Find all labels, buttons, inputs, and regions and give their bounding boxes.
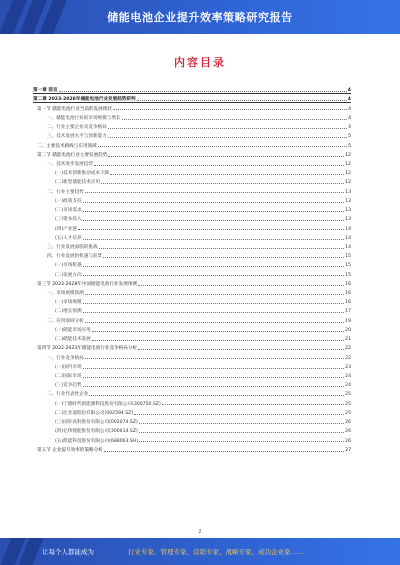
- dot-leader: [138, 285, 344, 286]
- toc-entry-label: 第二节 储能电池行业主要发展趋势: [37, 152, 108, 158]
- dot-leader: [83, 386, 345, 387]
- dot-leader: [108, 156, 344, 157]
- toc-entry[interactable]: [33, 139, 351, 148]
- dot-leader: [85, 322, 344, 323]
- toc-entry-page: 4: [347, 88, 351, 94]
- toc-entry-page: 12: [345, 180, 351, 186]
- toc-entry-page: 16: [345, 300, 351, 306]
- toc-entry-label: 二、行业代表性企业: [47, 392, 89, 398]
- dot-leader: [92, 340, 344, 341]
- toc-entry-label: 第一节 储能电池行业当前的发展现状: [37, 106, 112, 112]
- toc-entry[interactable]: [33, 102, 351, 111]
- dot-leader: [83, 266, 345, 267]
- report-title: 储能电池企业提升效率策略研究报告: [107, 11, 293, 24]
- toc-entry-page: 13: [345, 208, 351, 214]
- toc-title: 内容目录: [174, 56, 226, 69]
- toc-entry-page: 27: [345, 447, 351, 453]
- toc-entry-label: (一)市场规模: [55, 300, 82, 306]
- toc-entry-page: 4: [347, 97, 351, 103]
- toc-entry[interactable]: [33, 444, 351, 453]
- toc-entry[interactable]: [33, 324, 351, 333]
- toc-entry[interactable]: [33, 121, 351, 130]
- toc-entry-page: 13: [345, 217, 351, 223]
- toc-entry-page: 23: [345, 364, 351, 370]
- dot-leader: [99, 248, 345, 249]
- dot-leader: [85, 192, 344, 193]
- toc-entry[interactable]: [33, 185, 351, 194]
- dot-leader: [101, 183, 344, 184]
- toc-entry-page: 17: [345, 309, 351, 315]
- page-number: 2: [198, 529, 202, 535]
- toc-entry-label: (五)人才培养: [55, 235, 82, 241]
- dot-leader: [108, 128, 347, 129]
- dot-leader: [89, 395, 344, 396]
- toc-entry-page: 24: [345, 383, 351, 389]
- toc-entry[interactable]: [33, 351, 351, 360]
- dot-leader: [137, 100, 347, 101]
- toc-entry-page: 25: [345, 392, 351, 398]
- toc-entry[interactable]: [33, 425, 351, 434]
- dot-leader: [98, 146, 347, 147]
- toc-entry-label: 二、主要技术路线与应用领域: [37, 143, 97, 149]
- toc-entry[interactable]: [33, 195, 351, 204]
- toc-entry[interactable]: [33, 314, 351, 323]
- toc-entry-label: 二、应用领域分析: [47, 318, 84, 324]
- dot-leader: [103, 257, 344, 258]
- toc-entry[interactable]: [33, 204, 351, 213]
- toc-entry-label: (二)增长预测: [55, 309, 82, 315]
- dot-leader: [138, 349, 344, 350]
- toc-entry-page: 13: [345, 189, 351, 195]
- toc-entry-page: 22: [345, 346, 351, 352]
- toc-entry[interactable]: [33, 397, 351, 406]
- toc-entry[interactable]: [33, 158, 351, 167]
- toc-entry-page: 16: [345, 291, 351, 297]
- toc-entry-page: 14: [345, 226, 351, 232]
- toc-entry-label: (一)市场机遇: [55, 263, 82, 269]
- toc-entry-page: 21: [345, 337, 351, 343]
- toc-entry-page: 20: [345, 327, 351, 333]
- dot-leader: [122, 119, 348, 120]
- toc-entry-label: 一、市场规模预测: [47, 291, 84, 297]
- toc-entry-label: (二)市场需求: [55, 208, 82, 214]
- toc-entry-page: 13: [345, 198, 351, 204]
- toc-entry-page: 14: [345, 235, 351, 241]
- toc-entry-page: 5: [348, 143, 351, 149]
- toc-entry[interactable]: [33, 407, 351, 416]
- toc-entry-label: (二)新型储能技术应用: [55, 180, 100, 186]
- toc-entry-label: 第一章 前言: [33, 88, 58, 94]
- toc-entry-label: (二)国际市场: [55, 374, 82, 379]
- toc-entry-page: 4: [348, 125, 351, 131]
- footer-banner: [0, 538, 400, 565]
- toc-entry-page: 26: [345, 438, 351, 444]
- toc-entry-label: (二)发展方向: [55, 272, 82, 278]
- toc-entry-page: 12: [345, 152, 351, 158]
- toc-entry-label: 第三节 2023-2028年中国储能电池行业发展预测: [37, 281, 138, 287]
- toc-entry-label: (四)产业链: [55, 226, 77, 232]
- dot-leader: [110, 174, 344, 175]
- toc-entry-page: 25: [345, 410, 351, 416]
- toc-entry-label: 一、技术进步发展趋势: [47, 161, 93, 167]
- toc-entry[interactable]: [33, 222, 351, 231]
- dot-leader: [134, 414, 344, 415]
- dot-leader: [83, 368, 345, 369]
- toc-entry[interactable]: [33, 342, 351, 351]
- toc-entry[interactable]: [33, 268, 351, 277]
- toc-entry-page: 22: [345, 355, 351, 361]
- toc-entry[interactable]: [33, 232, 351, 241]
- toc-entry-page: 5: [348, 134, 351, 140]
- footer-slogan: 让每个人都能成为: [42, 548, 94, 556]
- dot-leader: [83, 211, 345, 212]
- toc-entry-page: 16: [345, 281, 351, 287]
- dot-leader: [104, 451, 344, 452]
- dot-leader: [113, 109, 347, 110]
- toc-entry-page: 4: [348, 115, 351, 121]
- dot-leader: [139, 423, 344, 424]
- dot-leader: [85, 358, 344, 359]
- dot-leader: [85, 294, 344, 295]
- toc-entry-page: 19: [345, 318, 351, 324]
- toc-entry[interactable]: [33, 167, 351, 176]
- dot-leader: [83, 377, 345, 378]
- toc-entry-label: 三、行业发展面临的挑战: [47, 244, 98, 250]
- dot-leader: [83, 303, 345, 304]
- toc-entry-label: 一、行业竞争格局: [47, 355, 84, 361]
- toc-entry[interactable]: [33, 84, 351, 93]
- toc-entry-label: (一)储能市场应用: [55, 327, 91, 333]
- toc-entry-label: (三)资本投入: [55, 217, 82, 223]
- toc-entry-page: 15: [345, 272, 351, 278]
- dot-leader: [83, 239, 345, 240]
- toc-entry-label: (一)政策支持: [55, 198, 82, 204]
- toc-entry[interactable]: [33, 388, 351, 397]
- dot-leader: [78, 229, 344, 230]
- toc-entry-page: 26: [345, 420, 351, 426]
- toc-entry-label: (二)储能技术发展: [55, 337, 91, 343]
- table-of-contents: [33, 84, 351, 514]
- toc-entry-label: 一、储能电池行业的市场规模与增长: [47, 115, 121, 121]
- toc-entry-label: (一)宁德时代新能源科技股份有限公司(300750.SZ): [55, 401, 161, 407]
- toc-entry[interactable]: [33, 259, 351, 268]
- toc-entry[interactable]: [33, 213, 351, 222]
- toc-entry[interactable]: [33, 434, 351, 443]
- toc-entry[interactable]: [33, 296, 351, 305]
- toc-entry-label: (二)比亚迪股份有限公司(002594.SZ): [55, 410, 134, 416]
- toc-entry-page: 4: [348, 106, 351, 112]
- toc-entry-page: 15: [345, 263, 351, 269]
- toc-entry[interactable]: [33, 176, 351, 185]
- dot-leader: [108, 137, 347, 138]
- toc-entry-label: (三)国轩高科股份有限公司(002074.SZ): [55, 420, 138, 426]
- header-banner: [0, 0, 400, 34]
- toc-entry[interactable]: [33, 250, 351, 259]
- dot-leader: [94, 165, 344, 166]
- toc-entry[interactable]: [33, 379, 351, 388]
- dot-leader: [139, 441, 344, 442]
- dot-leader: [92, 331, 344, 332]
- toc-entry[interactable]: [33, 278, 351, 287]
- toc-entry-label: (五)派能科技股份有限公司(688063.SH): [55, 438, 139, 444]
- toc-entry-label: (一)国内市场: [55, 364, 82, 370]
- toc-entry-page: 12: [345, 161, 351, 167]
- dot-leader: [83, 202, 345, 203]
- dot-leader: [59, 91, 347, 92]
- dot-leader: [139, 432, 344, 433]
- toc-entry-label: 四、行业发展的机遇与前景: [47, 254, 103, 260]
- toc-entry-label: 第五节 企业提升效率的策略分析: [37, 447, 103, 453]
- toc-entry[interactable]: [33, 112, 351, 121]
- toc-entry[interactable]: [33, 370, 351, 379]
- toc-entry[interactable]: [33, 333, 351, 342]
- footer-roles: 行业专家、管理专家、营销专家、战略专家、成功企业家……: [128, 548, 304, 556]
- toc-entry-label: 二、行业主要企业及竞争格局: [47, 125, 107, 131]
- toc-entry-page: 12: [345, 171, 351, 177]
- toc-entry-label: 三、技术发展水平与创新能力: [47, 134, 107, 140]
- dot-leader: [83, 220, 345, 221]
- toc-entry-label: 第四节 2022-2023年储能电池行业竞争格局分析: [37, 346, 138, 352]
- dot-leader: [83, 312, 345, 313]
- toc-entry[interactable]: [33, 287, 351, 296]
- toc-entry-page: 25: [345, 401, 351, 407]
- toc-entry-page: 15: [345, 254, 351, 260]
- toc-entry[interactable]: [33, 130, 351, 139]
- toc-entry[interactable]: [33, 149, 351, 158]
- toc-entry-label: (三)竞争趋势: [55, 383, 82, 389]
- toc-entry-page: 14: [345, 244, 351, 250]
- toc-entry[interactable]: [33, 416, 351, 425]
- toc-entry[interactable]: [33, 241, 351, 250]
- toc-entry-label: 第二章 2023-2028年储能电池行业发展趋势研判: [33, 97, 136, 103]
- toc-entry-page: 24: [345, 374, 351, 379]
- dot-leader: [162, 404, 344, 405]
- toc-entry[interactable]: [33, 361, 351, 370]
- toc-entry-label: 二、行业主要趋势: [47, 189, 84, 195]
- toc-entry[interactable]: [33, 305, 351, 314]
- toc-entry-label: (四)亿纬锂能股份有限公司(300014.SZ): [55, 429, 138, 435]
- toc-entry-page: 26: [345, 429, 351, 435]
- toc-entry-label: (一)技术创新推动成本下降: [55, 171, 110, 177]
- dot-leader: [83, 275, 345, 276]
- toc-entry[interactable]: [33, 93, 351, 102]
